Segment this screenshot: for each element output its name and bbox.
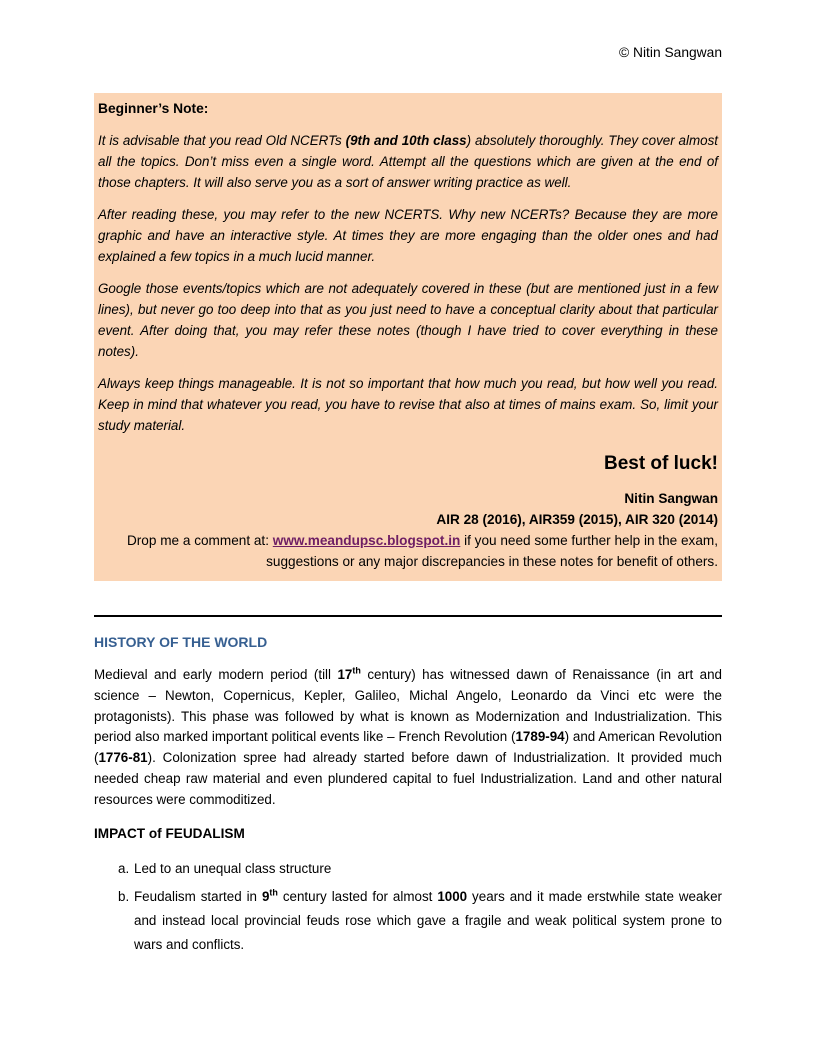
history-paragraph — [94, 665, 722, 811]
feudalism-list — [94, 857, 722, 957]
note-paragraph-1-post: ) absolutely thoroughly. They cover almost all the topics. Don’t miss even a single word. Attempt all the questions which are given at the end of those chapters. It will also serve you as a sort of answer writing practice as well. — [98, 133, 718, 190]
note-box-title: Beginner’s Note: — [98, 101, 209, 116]
history-paragraph-sup1: th — [352, 665, 361, 676]
copyright-line: © Nitin Sangwan — [619, 45, 722, 60]
signoff-block — [98, 488, 718, 572]
note-paragraph-1 — [98, 130, 718, 193]
list-item-b-post: years and it made erstwhile state weaker and instead local provincial feuds rose which gave a fragile and weak political system prone to wars and conflicts. — [134, 888, 722, 952]
blog-link[interactable]: www.meandupsc.blogspot.in — [272, 533, 461, 548]
note-paragraph-1-bold: (9th and 10th class — [345, 133, 467, 148]
history-section-heading: HISTORY OF THE WORLD — [94, 634, 268, 650]
note-paragraph-3: Google those events/topics which are not adequately covered in these (but are mentioned just in a few lines), but never go too deep into that as you just need to have a conceptual clarity about that particular event. After doing that, you may refer these notes (though I have tried to cover everything in these notes). — [98, 281, 718, 359]
list-item-b-b2: 1000 — [437, 888, 468, 904]
list-marker-b: b. — [118, 888, 130, 904]
history-paragraph-p4: ). Colonization spree had already started before dawn of Industrialization. It provided much needed cheap raw material and even plundered capital to fuel Industrialization. Land and other natural resources were commoditized. — [94, 750, 722, 807]
history-paragraph-b3: 1776-81 — [98, 750, 148, 766]
list-item-b-sup1: th — [269, 887, 278, 898]
list-item-b-pre: Feudalism started in — [134, 888, 262, 904]
list-item-b-text — [134, 885, 722, 957]
list-item-b-mid: century lasted for almost — [277, 888, 438, 904]
comment-invite-line — [98, 530, 718, 572]
beginners-note-box — [94, 93, 722, 581]
list-item-b-b1: 9 — [261, 888, 270, 904]
best-of-luck-line: Best of luck! — [603, 453, 718, 474]
list-item-a-text: Led to an unequal class structure — [134, 860, 332, 876]
note-paragraph-4: Always keep things manageable. It is not so important that how much you read, but how well you read. Keep in mind that whatever you read, you have to revise that also at times of mains exam. So, limit your study material. — [98, 376, 718, 433]
air-ranks-line: AIR 28 (2016), AIR359 (2015), AIR 320 (2014) — [436, 512, 718, 527]
history-paragraph-b1: 17 — [337, 667, 353, 682]
history-paragraph-p1: Medieval and early modern period (till — [94, 667, 338, 682]
list-marker-a: a. — [118, 860, 130, 876]
author-name: Nitin Sangwan — [624, 491, 718, 506]
list-item-a — [118, 857, 722, 881]
note-paragraph-2: After reading these, you may refer to the new NCERTS. Why new NCERTs? Because they are more graphic and have an interactive style. At times they are more engaging than the older ones and had explained a few topics in a much lucid manner. — [98, 207, 718, 264]
note-paragraph-1-pre: It is advisable that you read Old NCERTs — [98, 133, 346, 148]
comment-invite-post: if you need some further help in the exam, suggestions or any major discrepancies in these notes for benefit of others. — [266, 533, 718, 569]
history-paragraph-b2: 1789-94 — [515, 729, 565, 745]
feudalism-section-heading: IMPACT of FEUDALISM — [94, 825, 245, 841]
list-item-b — [118, 885, 722, 957]
comment-invite-pre: Drop me a comment at: — [126, 533, 273, 548]
history-paragraph-p2: century) has witnessed dawn of Renaissance (in art and science – Newton, Copernicus, Kepler, Galileo, Michal Angelo, Leonardo da Vinci etc were the protagonists). This phase was followed by what is known as Modernization and Industrialization. This period also marked important political events like – French Revolution ( — [94, 667, 722, 745]
history-paragraph-p3: ) and American Revolution ( — [94, 729, 722, 766]
section-divider — [94, 615, 722, 617]
